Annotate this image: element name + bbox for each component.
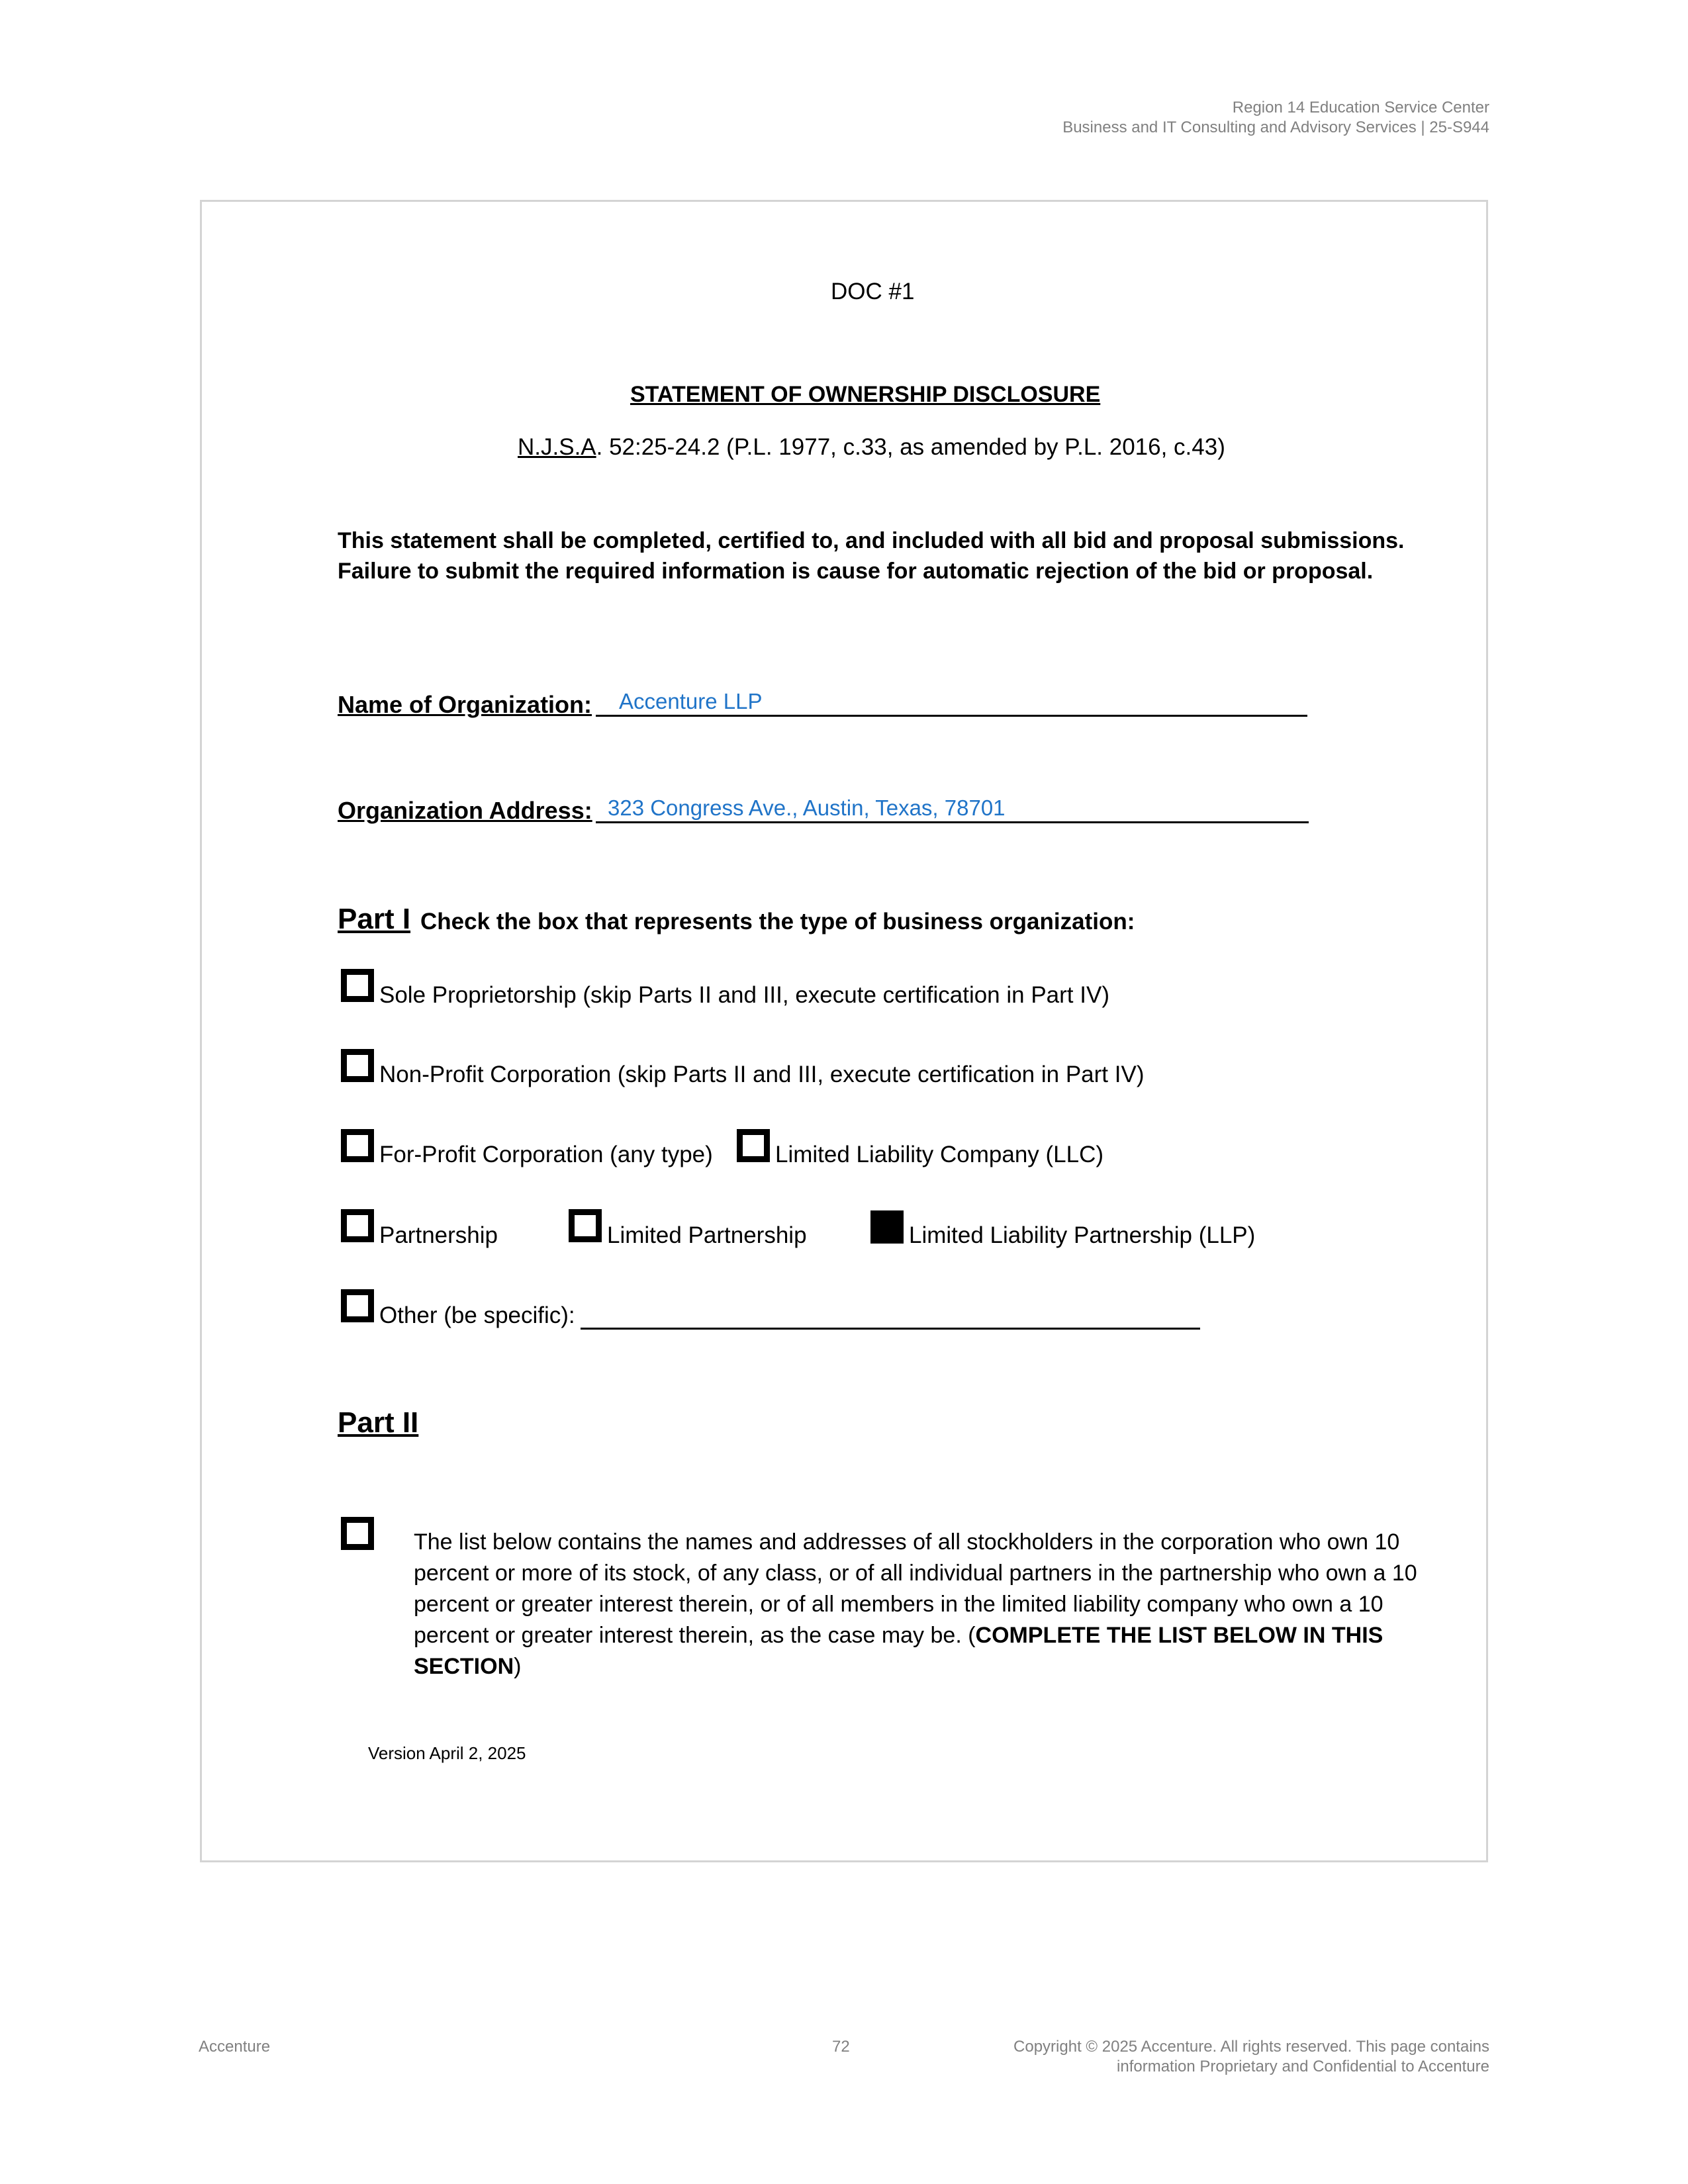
org-name-field[interactable]: Accenture LLP xyxy=(619,689,763,713)
form-instructions: This statement shall be completed, certified to, and included with all bid and proposal submissions. Failure to submit the required information is cause for automatic rejection of the bid or proposal. xyxy=(338,528,1405,584)
stockholders-statement xyxy=(414,1527,1433,1682)
stockholders-text: The list below contains the names and addresses of all stockholders in the corporation who own 10 percent or more of its stock, of any class, or of all individual partners in the partnership who own a 10 percent or greater interest therein, or of all members in the limited liability company who own a 10 percent or greater interest therein, as the case may be. ( xyxy=(414,1529,1417,1648)
org-address-label: Organization Address: xyxy=(338,797,592,824)
doc-number: DOC #1 xyxy=(831,279,915,304)
statute-citation: . 52:25-24.2 (P.L. 1977, c.33, as amended by P.L. 2016, c.43) xyxy=(596,434,1225,460)
part2-heading: Part II xyxy=(338,1406,419,1439)
llc-label: Limited Liability Company (LLC) xyxy=(775,1142,1104,1167)
org-address-field[interactable]: 323 Congress Ave., Austin, Texas, 78701 xyxy=(608,796,1006,820)
stockholders-close: ) xyxy=(514,1654,522,1679)
version-note: Version April 2, 2025 xyxy=(368,1743,526,1763)
non-profit-checkbox[interactable] xyxy=(341,1049,374,1082)
statute-reference xyxy=(518,434,1225,461)
partnership-label: Partnership xyxy=(379,1222,498,1248)
for-profit-checkbox[interactable] xyxy=(341,1129,374,1162)
header-organization: Region 14 Education Service Center xyxy=(1232,99,1489,116)
stockholders-list-checkbox[interactable] xyxy=(341,1517,374,1550)
llp-label: Limited Liability Partnership (LLP) xyxy=(909,1222,1256,1248)
statute-abbr: N.J.S.A xyxy=(518,434,596,460)
for-profit-label: For-Profit Corporation (any type) xyxy=(379,1142,713,1167)
org-name-label: Name of Organization: xyxy=(338,691,592,718)
footer-company: Accenture xyxy=(199,2038,271,2056)
header-project: Business and IT Consulting and Advisory Services | 25-S944 xyxy=(1062,118,1489,136)
limited-partnership-label: Limited Partnership xyxy=(607,1222,807,1248)
non-profit-label: Non-Profit Corporation (skip Parts II and III, execute certification in Part IV) xyxy=(379,1062,1145,1087)
footer-confidentiality: information Proprietary and Confidential to Accenture xyxy=(1117,2058,1489,2075)
sole-proprietorship-label: Sole Proprietorship (skip Parts II and III, execute certification in Part IV) xyxy=(379,982,1109,1008)
sole-proprietorship-checkbox[interactable] xyxy=(341,969,374,1002)
org-name-underline xyxy=(596,715,1307,717)
limited-partnership-checkbox[interactable] xyxy=(569,1209,602,1242)
org-address-underline xyxy=(596,821,1309,823)
part1-heading: Part I xyxy=(338,903,411,935)
stockholders-emphasis: COMPLETE THE LIST BELOW IN THIS SECTION xyxy=(414,1623,1383,1679)
part1-instruction: Check the box that represents the type of business organization: xyxy=(420,909,1135,934)
form-title: STATEMENT OF OWNERSHIP DISCLOSURE xyxy=(630,382,1101,407)
other-specify-field[interactable] xyxy=(581,1328,1200,1330)
partnership-checkbox[interactable] xyxy=(341,1209,374,1242)
other-label: Other (be specific): xyxy=(379,1302,575,1328)
llc-checkbox[interactable] xyxy=(737,1129,770,1162)
other-checkbox[interactable] xyxy=(341,1289,374,1322)
llp-checkbox[interactable] xyxy=(870,1210,904,1244)
footer-copyright: Copyright © 2025 Accenture. All rights reserved. This page contains xyxy=(1013,2038,1489,2056)
page-number: 72 xyxy=(832,2038,850,2056)
